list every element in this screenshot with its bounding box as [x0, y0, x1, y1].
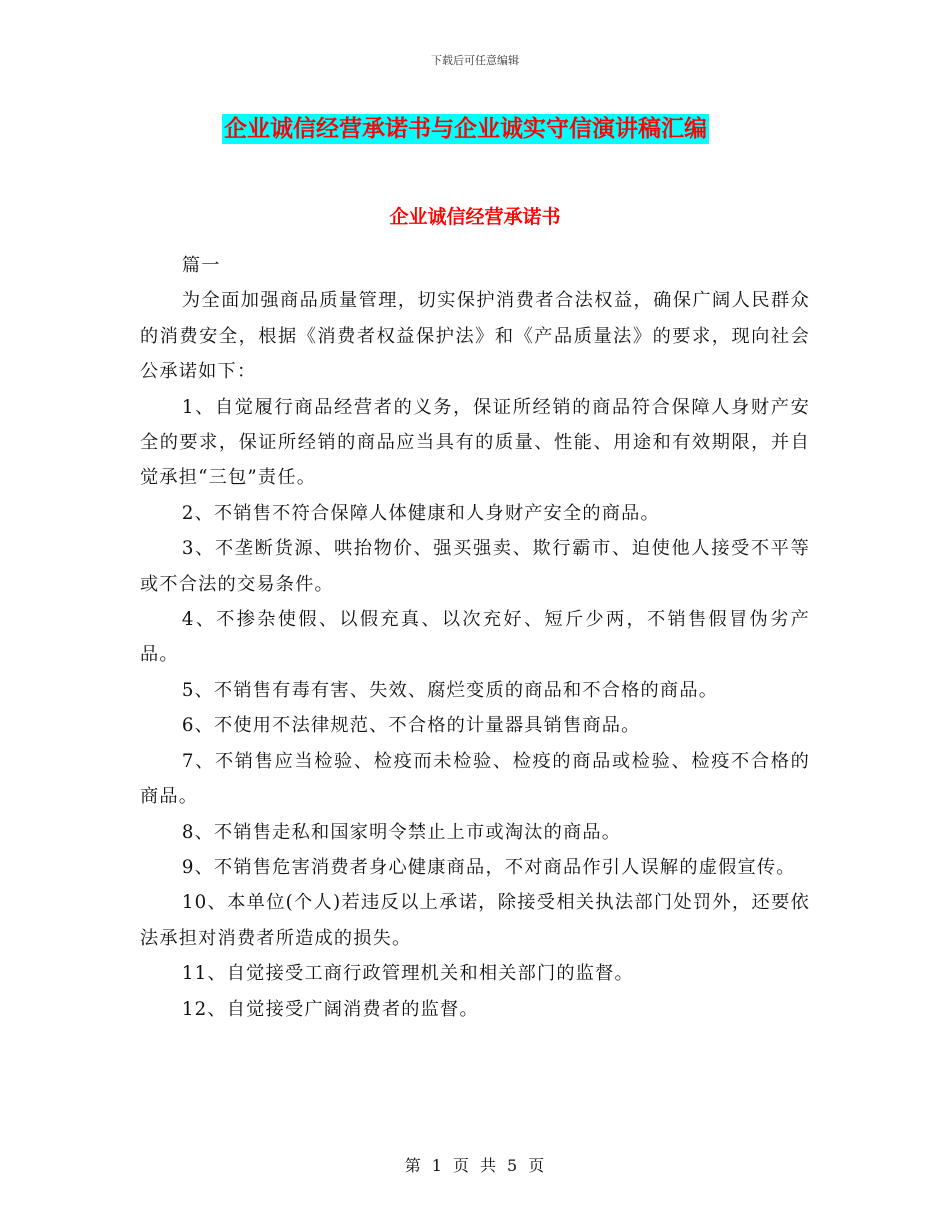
- paragraph-item-11: 11、自觉接受工商行政管理机关和相关部门的监督。: [181, 963, 634, 985]
- section-title: 企业诚信经营承诺书: [389, 206, 561, 228]
- paragraph-item-1: 1、自觉履行商品经营者的义务，保证所经销的商品符合保障人身财产安全的要求，保证所经销的商品应当具有的质量、性能、用途和有效期限，并自觉承担“三包”责任。: [140, 396, 810, 489]
- header-note: 下载后可任意编辑: [431, 54, 519, 67]
- page-number: 1: [431, 1156, 443, 1175]
- paragraph-chapter-label: 篇一: [181, 255, 221, 276]
- document-body: [140, 248, 810, 1027]
- paragraph-item-9: 9、不销售危害消费者身心健康商品，不对商品作引人误解的虚假宣传。: [181, 856, 796, 878]
- footer-suffix: 页: [528, 1156, 546, 1175]
- paragraph-item-12: 12、自觉接受广阔消费者的监督。: [181, 998, 479, 1020]
- total-pages: 5: [507, 1156, 519, 1175]
- paragraph-item-3: 3、不垄断货源、哄抬物价、强买强卖、欺行霸市、迫使他人接受不平等或不合法的交易条件。: [140, 538, 810, 595]
- page-footer: [0, 1153, 950, 1176]
- footer-total-label: 共: [480, 1156, 498, 1175]
- footer-prefix: 第: [404, 1156, 422, 1175]
- main-title: 企业诚信经营承诺书与企业诚实守信演讲稿汇编: [224, 115, 707, 142]
- paragraph-item-10: 10、本单位(个人)若违反以上承诺，除接受相关执法部门处罚外，还要依法承担对消费者所造成的损失。: [140, 892, 810, 949]
- footer-page-label: 页: [452, 1156, 470, 1175]
- paragraph-item-4: 4、不掺杂使假、以假充真、以次充好、短斤少两，不销售假冒伪劣产品。: [140, 609, 810, 666]
- paragraph-item-2: 2、不销售不符合保障人体健康和人身财产安全的商品。: [181, 502, 660, 524]
- paragraph-intro: 为全面加强商品质量管理，切实保护消费者合法权益，确保广阔人民群众的消费安全，根据《消费者权益保护法》和《产品质量法》的要求，现向社会公承诺如下：: [140, 290, 810, 383]
- paragraph-item-5: 5、不销售有毒有害、失效、腐烂变质的商品和不合格的商品。: [181, 679, 719, 701]
- paragraph-item-8: 8、不销售走私和国家明令禁止上市或淘汰的商品。: [181, 821, 622, 843]
- paragraph-item-7: 7、不销售应当检验、检疫而未检验、检疫的商品或检验、检疫不合格的商品。: [140, 750, 810, 808]
- paragraph-item-6: 6、不使用不法律规范、不合格的计量器具销售商品。: [181, 715, 641, 737]
